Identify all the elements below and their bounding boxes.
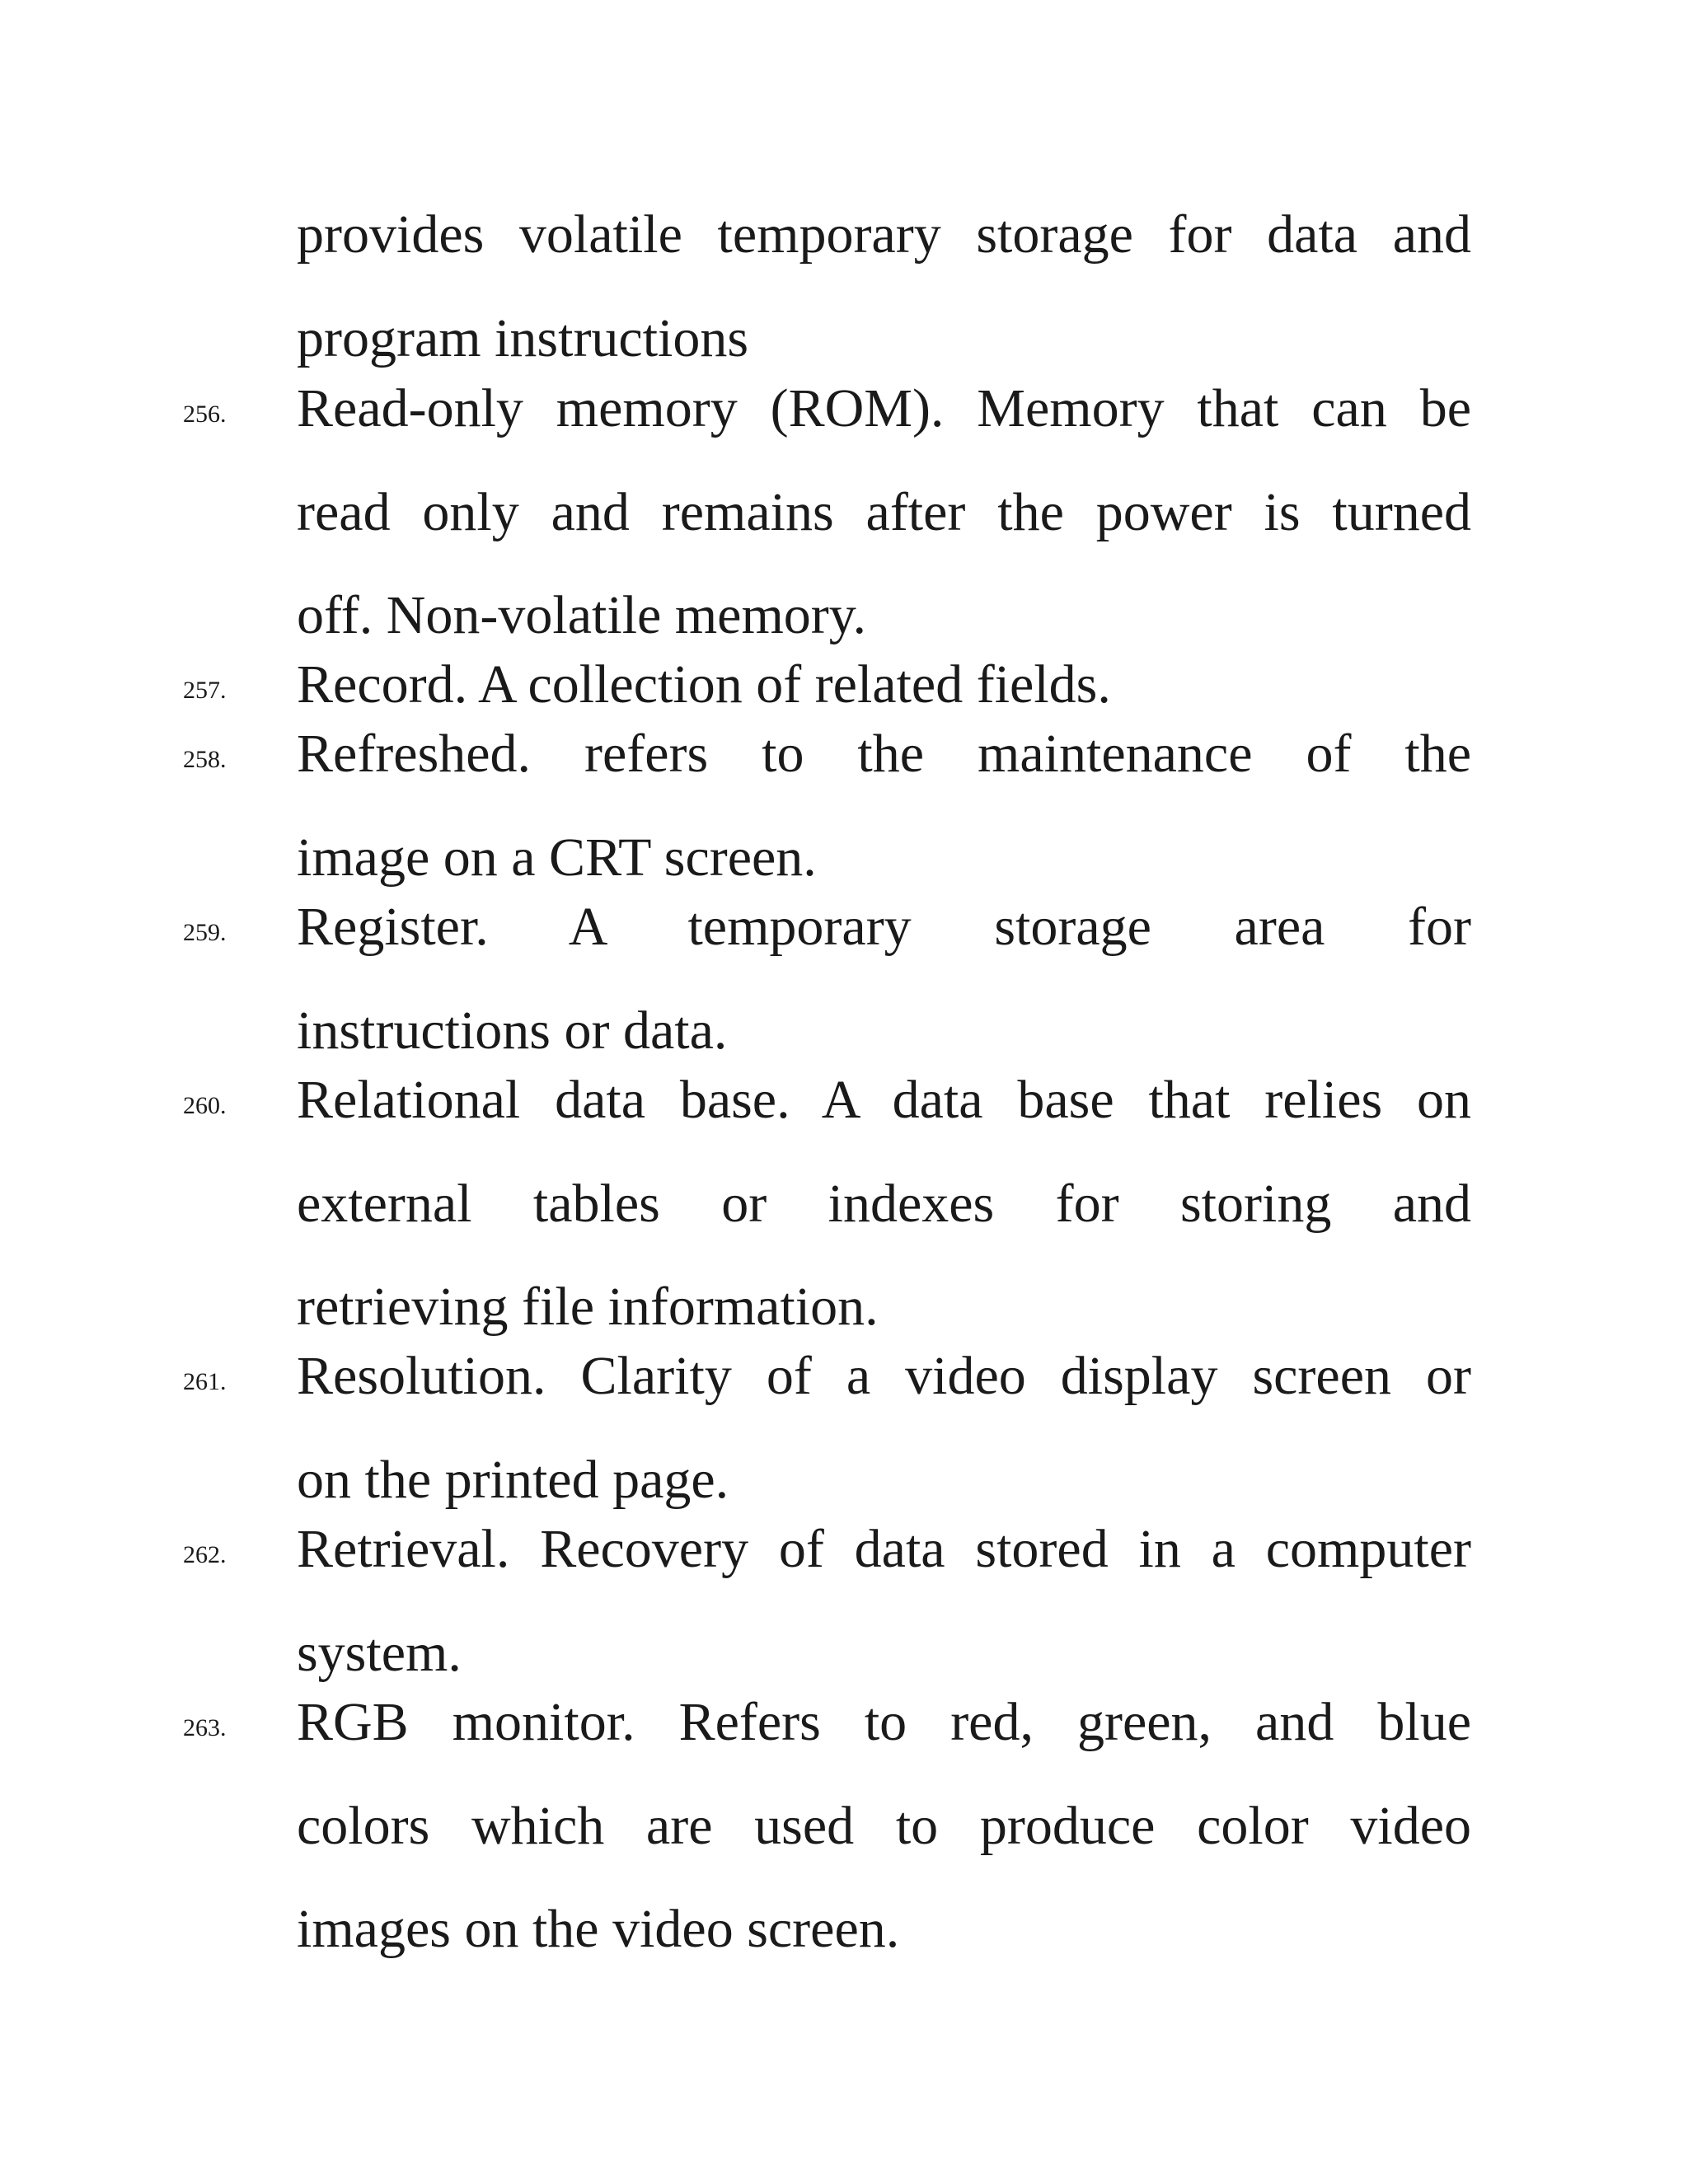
entry-number: 261.: [183, 1368, 227, 1395]
entry-text-line: on the printed page.: [297, 1450, 729, 1510]
entry-text-line: colors which are used to produce color video: [297, 1796, 1471, 1856]
entry-number: 258.: [183, 746, 227, 773]
entry-number: 256.: [183, 401, 227, 428]
entry-text-line: Read-only memory (ROM). Memory that can be: [297, 378, 1471, 438]
entry-text-line: system.: [297, 1623, 462, 1683]
entry-text-line: retrieving file information.: [297, 1277, 879, 1337]
entry-text-line: program instructions: [297, 308, 749, 368]
entry-text-line: Relational data base. A data base that relies on: [297, 1070, 1471, 1130]
entry-number: 259.: [183, 919, 227, 946]
entry-text-line: instructions or data.: [297, 1001, 728, 1061]
entry-text-line: images on the video screen.: [297, 1899, 900, 1959]
entry-text-line: RGB monitor. Refers to red, green, and blue: [297, 1692, 1471, 1752]
entry-text-line: read only and remains after the power is turned: [297, 482, 1471, 542]
entry-text-line: Record. A collection of related fields.: [297, 654, 1111, 715]
entry-text-line: provides volatile temporary storage for data and: [297, 204, 1471, 265]
entry-text-line: Resolution. Clarity of a video display screen or: [297, 1346, 1471, 1406]
entry-number: 257.: [183, 677, 227, 704]
entry-text-line: external tables or indexes for storing and: [297, 1174, 1471, 1234]
entry-number: 262.: [183, 1541, 227, 1568]
entry-text-line: Refreshed. refers to the maintenance of the: [297, 724, 1471, 784]
entry-text-line: image on a CRT screen.: [297, 827, 817, 888]
entry-text-line: Register. A temporary storage area for: [297, 897, 1471, 957]
entry-text-line: off. Non-volatile memory.: [297, 585, 867, 645]
entry-text-line: Retrieval. Recovery of data stored in a computer: [297, 1519, 1471, 1579]
entry-number: 263.: [183, 1714, 227, 1741]
entry-number: 260.: [183, 1092, 227, 1119]
